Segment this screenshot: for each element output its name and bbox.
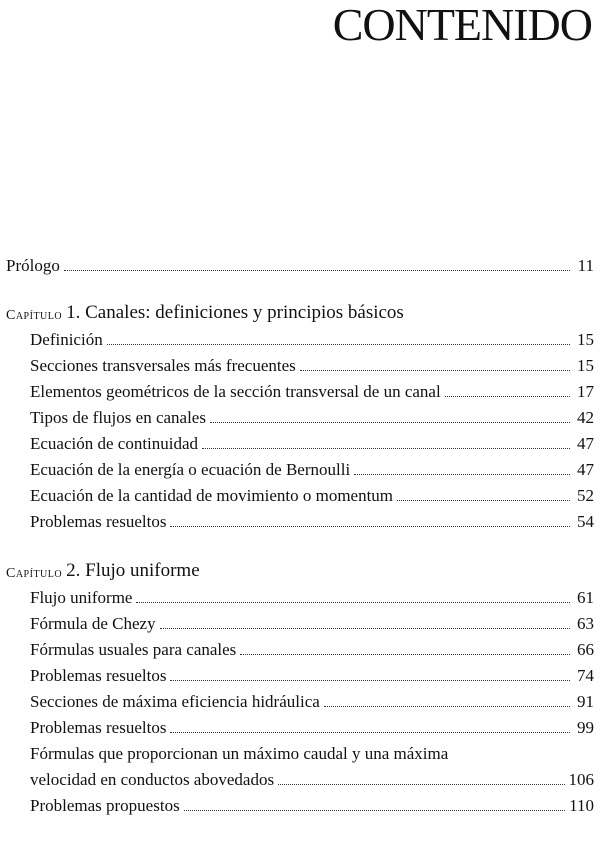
toc-entry-label: Ecuación de la cantidad de movimiento o momentum — [30, 486, 394, 506]
chapter-title: Flujo uniforme — [85, 560, 200, 581]
chapter-2-heading — [6, 556, 594, 582]
table-of-contents — [6, 250, 594, 816]
leader-dots — [202, 448, 570, 449]
leader-dots — [170, 526, 570, 527]
page-title: CONTENIDO — [332, 0, 592, 50]
leader-dots — [160, 628, 570, 629]
toc-entry — [6, 506, 594, 532]
toc-entry-page: 47 — [577, 460, 594, 480]
toc-entry-label: Problemas propuestos — [30, 796, 180, 816]
leader-dots — [300, 370, 570, 371]
toc-entry-page: 106 — [568, 770, 594, 790]
toc-entry-label: Elementos geométricos de la sección transversal de un canal — [30, 382, 441, 402]
leader-dots — [445, 396, 570, 397]
toc-entry-label: Ecuación de continuidad — [30, 434, 199, 454]
toc-entry-multiline — [6, 738, 594, 790]
toc-entry-page: 74 — [577, 666, 594, 686]
toc-entry-page: 54 — [577, 512, 594, 532]
toc-entry — [6, 582, 594, 608]
toc-entry — [6, 454, 594, 480]
toc-entry-label: Secciones transversales más frecuentes — [30, 356, 296, 376]
toc-entry — [6, 686, 594, 712]
toc-entry — [6, 660, 594, 686]
leader-dots — [170, 680, 570, 681]
toc-entry — [6, 376, 594, 402]
toc-entry-label-line1: Fórmulas que proporcionan un máximo caudal y una máxima — [30, 744, 449, 763]
toc-entry — [6, 790, 594, 816]
toc-entry-page: 11 — [577, 256, 594, 276]
toc-entry-line2 — [30, 764, 594, 790]
leader-dots — [64, 270, 570, 271]
leader-dots — [170, 732, 570, 733]
toc-entry — [6, 428, 594, 454]
leader-dots — [107, 344, 570, 345]
toc-entry-page: 61 — [577, 588, 594, 608]
chapter-label: Capítulo — [6, 308, 63, 323]
toc-entry-label: Fórmulas usuales para canales — [30, 640, 237, 660]
toc-entry-label: Flujo uniforme — [30, 588, 133, 608]
toc-entry-page: 47 — [577, 434, 594, 454]
chapter-number: 2. — [66, 560, 81, 581]
toc-entry-page: 52 — [577, 486, 594, 506]
leader-dots — [240, 654, 570, 655]
toc-entry-prologue — [6, 250, 594, 276]
leader-dots — [278, 784, 564, 785]
toc-entry-label-line2: velocidad en conductos abovedados — [30, 770, 275, 790]
leader-dots — [324, 706, 570, 707]
toc-entry-label: Prólogo — [6, 256, 60, 276]
leader-dots — [397, 500, 570, 501]
toc-entry-label: Fórmula de Chezy — [30, 614, 156, 634]
leader-dots — [354, 474, 570, 475]
toc-entry-label: Definición — [30, 330, 103, 350]
toc-entry-label: Problemas resueltos — [30, 718, 167, 738]
toc-entry-label: Problemas resueltos — [30, 666, 167, 686]
leader-dots — [184, 810, 565, 811]
toc-entry-page: 17 — [577, 382, 594, 402]
toc-entry-label: Secciones de máxima eficiencia hidráulica — [30, 692, 320, 712]
toc-entry-label: Problemas resueltos — [30, 512, 167, 532]
toc-entry-page: 63 — [577, 614, 594, 634]
toc-entry — [6, 480, 594, 506]
toc-entry — [6, 712, 594, 738]
leader-dots — [210, 422, 570, 423]
toc-entry-page: 91 — [577, 692, 594, 712]
toc-entry-page: 15 — [577, 330, 594, 350]
toc-entry-page: 42 — [577, 408, 594, 428]
toc-entry-label: Ecuación de la energía o ecuación de Bernoulli — [30, 460, 351, 480]
toc-entry — [6, 350, 594, 376]
toc-entry-label: Tipos de flujos en canales — [30, 408, 206, 428]
chapter-label: Capítulo — [6, 566, 63, 581]
chapter-number: 1. — [66, 302, 81, 323]
chapter-title: Canales: definiciones y principios básicos — [85, 302, 404, 323]
toc-entry — [6, 608, 594, 634]
toc-entry — [6, 324, 594, 350]
leader-dots — [136, 602, 570, 603]
toc-entry-page: 66 — [577, 640, 594, 660]
chapter-1-heading — [6, 298, 594, 324]
toc-entry-page: 99 — [577, 718, 594, 738]
toc-entry-page: 15 — [577, 356, 594, 376]
toc-entry-page: 110 — [569, 796, 594, 816]
toc-entry — [6, 402, 594, 428]
toc-entry — [6, 634, 594, 660]
